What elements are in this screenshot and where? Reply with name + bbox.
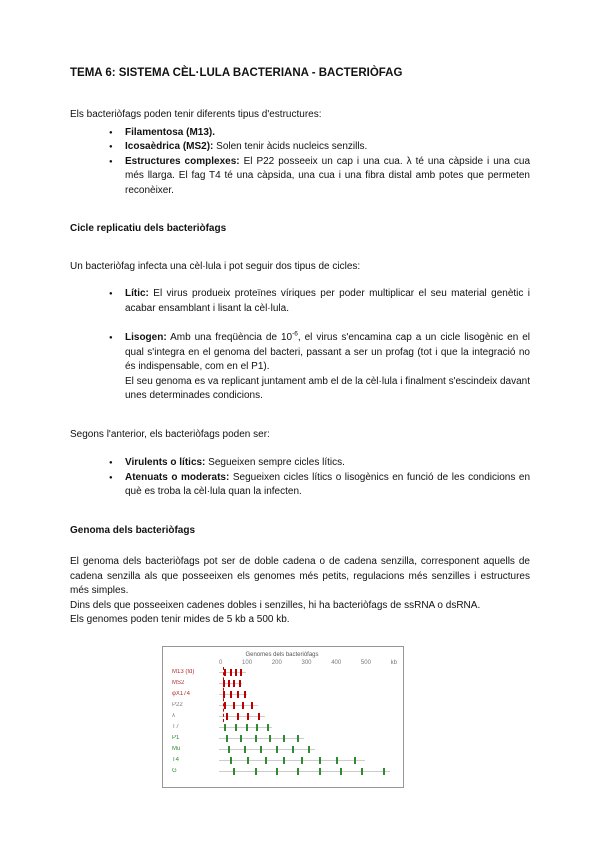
scale-tick-label: 500 [360, 659, 371, 666]
bullet-text: El P22 posseeix un cap i una cua. λ té una càpside i una cua més llarga. El fag T4 té una càpsida, una cua i una fibra distal amb potes que permeten reconèixer. [125, 155, 530, 196]
bold-lead: Icosaèdrica (MS2): [125, 141, 214, 152]
figure-row-label: P22 [172, 701, 183, 708]
genome-tick [226, 735, 228, 742]
genome-tick [226, 713, 228, 720]
figure-row [167, 733, 397, 744]
genome-tick [247, 713, 249, 720]
figure-row-label: P1 [172, 734, 180, 741]
genome-tick [224, 724, 226, 731]
genome-tick [292, 746, 294, 753]
figure-row [167, 667, 397, 678]
figure-row [167, 700, 397, 711]
figure-row-plot [219, 755, 397, 766]
genome-tick [239, 680, 241, 687]
paragraph: Els genomes poden tenir mides de 5 kb a 500 kb. [70, 614, 290, 625]
bullet-text: El virus produeix proteïnes víriques per poder multiplicar el seu material genètic i acabar ensamblant i lisant la cèl·lula. [125, 288, 530, 314]
genome-tick [224, 669, 226, 676]
genome-tick [319, 768, 321, 775]
genome-tick [265, 757, 267, 764]
section-heading-genoma: Genoma dels bacteriòfags [70, 524, 196, 536]
tipus-bullet-list [70, 456, 530, 500]
genome-tick [230, 757, 232, 764]
genome-tick [258, 713, 260, 720]
genome-tick [247, 757, 249, 764]
genome-tick [260, 746, 262, 753]
genome-tick [256, 724, 258, 731]
figure-row-plot [219, 766, 397, 777]
genome-tick [276, 746, 278, 753]
figure-row-label: MS2 [172, 679, 185, 686]
genome-tick [240, 669, 242, 676]
genome-tick [233, 702, 235, 709]
figure-row-plot [219, 722, 397, 733]
bullet-text: Segueixen sempre cicles lítics. [205, 457, 345, 468]
genome-tick [276, 768, 278, 775]
figure-row-label: T7 [172, 723, 180, 730]
intro-lead: Els bacteriòfags poden tenir diferents tipus d'estructures: [70, 109, 322, 120]
bullet-item [108, 287, 530, 316]
bullet-text: , el virus s'encamina cap a un cicle lisogènic en el qual s'integra en el genoma del bacteri, passant a ser un profag (tot i que la integració no és indispensable, com en el P1). [125, 332, 531, 372]
bullet-text: Amb una freqüència de 10 [166, 332, 293, 343]
genome-tick [361, 768, 363, 775]
bold-lead: Estructures complexes: [125, 155, 240, 167]
figure-row [167, 689, 397, 700]
figure-row [167, 744, 397, 755]
genome-tick [224, 702, 226, 709]
scale-unit: kb [390, 659, 397, 666]
tipus-lead: Segons l'anterior, els bacteriòfags poden ser: [70, 428, 270, 440]
scale-tick-label: 200 [271, 659, 282, 666]
genome-tick [251, 702, 253, 709]
figure-row-label: φX174 [172, 690, 190, 697]
bold-lead: Virulents o lítics: [125, 457, 206, 468]
genome-tick [255, 735, 257, 742]
genome-tick [336, 757, 338, 764]
genome-tick [301, 757, 303, 764]
figure-row-plot [219, 733, 397, 744]
genome-tick [319, 757, 321, 764]
genome-tick [354, 757, 356, 764]
structures-bullet-list [70, 126, 530, 199]
figure-row-label: λ [172, 712, 175, 719]
dashed-marker [223, 667, 224, 722]
bullet-item [108, 456, 530, 471]
section-heading-cicle: Cicle replicatiu dels bacteriòfags [70, 223, 227, 234]
figure-row-label: G [172, 767, 177, 774]
genome-tick [230, 691, 232, 698]
bullet-text: Solen tenir àcids nucleics senzills. [213, 141, 368, 152]
genome-tick [246, 724, 248, 731]
scale-tick-label: 400 [331, 659, 342, 666]
genome-tick [308, 746, 310, 753]
figure [162, 646, 404, 788]
genome-tick [297, 768, 299, 775]
genome-tick [233, 768, 235, 775]
figure-row-label: Mu [172, 745, 181, 752]
bullet-item [108, 471, 530, 500]
figure-scale [219, 659, 397, 667]
genome-tick [267, 724, 269, 731]
genome-tick [235, 724, 237, 731]
scale-tick-label: 0 [219, 659, 223, 666]
bullet-item [108, 140, 530, 155]
bullet-item [108, 331, 530, 404]
figure-row-plot [219, 667, 397, 678]
genome-tick [255, 768, 257, 775]
scale-tick-label: 300 [301, 659, 312, 666]
figure-row-label: M13 (fd) [172, 668, 195, 675]
figure-rows [167, 667, 397, 777]
cicle-bullet-list [70, 287, 530, 404]
figure-row [167, 755, 397, 766]
figure-row [167, 711, 397, 722]
genome-tick [383, 768, 385, 775]
paragraph: Dins dels que posseeixen cadenes dobles i senzilles, hi ha bacteriòfags de ssRNA o dsRNA. [70, 599, 481, 611]
genome-tick [242, 702, 244, 709]
bullet-item [108, 155, 530, 199]
bold-lead: Filamentosa (M13). [125, 126, 216, 138]
genome-tick [230, 669, 232, 676]
genome-tick [244, 746, 246, 753]
genome-tick [228, 680, 230, 687]
paragraph: El genoma dels bacteriòfags pot ser de doble cadena o de cadena senzilla, corresponent aquells de cadena senzilla als que posseeixen els genomes més petits, regulacions més senzilles i estructures més simples. [70, 556, 530, 596]
genome-tick [283, 735, 285, 742]
bullet-item [108, 126, 530, 141]
bullet-text: Segueixen cicles lítics o lisogènics en funció de les condicions en què es troba la cèl·lula quan la infecten. [125, 471, 531, 497]
genome-tick [228, 746, 230, 753]
genome-tick [235, 669, 237, 676]
genome-tick [240, 735, 242, 742]
figure-row [167, 766, 397, 777]
bold-lead: Lisogen: [125, 332, 167, 343]
genome-tick [237, 691, 239, 698]
genome-tick [233, 680, 235, 687]
figure-row [167, 722, 397, 733]
figure-row-plot [219, 711, 397, 722]
figure-title: Genomes dels bacteriòfags [245, 651, 319, 658]
figure-row-label: T4 [172, 756, 180, 763]
page-title: TEMA 6: SISTEMA CÈL·LULA BACTERIANA - BACTERIÒFAG [70, 67, 403, 79]
exponent: -6 [292, 330, 298, 338]
genome-tick [269, 735, 271, 742]
genome-tick [340, 768, 342, 775]
figure-row-plot [219, 678, 397, 689]
figure-row-plot [219, 744, 397, 755]
genome-tick [297, 735, 299, 742]
figure-row [167, 678, 397, 689]
bullet-subparagraph: El seu genoma es va replicant juntament amb el de la cèl·lula i finalment s'escindeix davant unes determinades condicions. [125, 375, 530, 401]
genoma-paragraphs [70, 555, 530, 628]
genome-tick [283, 757, 285, 764]
genome-tick [244, 691, 246, 698]
scale-tick-label: 100 [242, 659, 253, 666]
bold-lead: Atenuats o moderats: [125, 471, 230, 483]
figure-row-plot [219, 700, 397, 711]
cicle-lead: Un bacteriòfag infecta una cèl·lula i pot seguir dos tipus de cicles: [70, 260, 361, 272]
bold-lead: Lític: [125, 288, 149, 299]
genome-tick [237, 713, 239, 720]
figure-row-plot [219, 689, 397, 700]
